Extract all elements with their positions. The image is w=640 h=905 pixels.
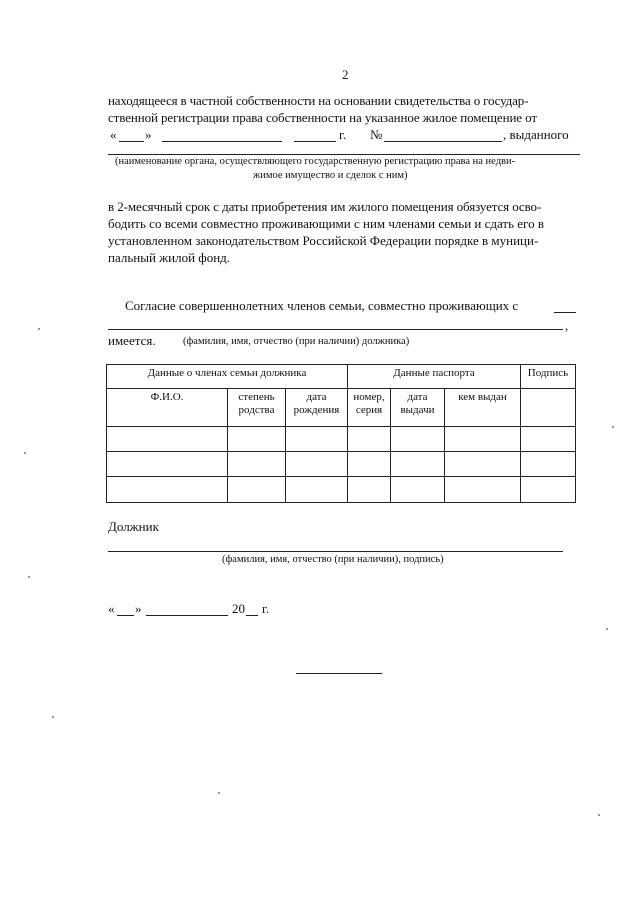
paragraph1-line2: ственной регистрации права собственности на указанное жилое помещение от: [108, 110, 537, 125]
scan-speck: [218, 792, 220, 794]
scan-speck: [612, 426, 614, 428]
signing-day-blank[interactable]: [117, 615, 134, 616]
cell-relation[interactable]: [228, 452, 286, 477]
table-row: [107, 477, 576, 503]
header-passport-number: номер, серия: [348, 389, 391, 427]
consent-name-blank[interactable]: [108, 329, 563, 330]
header-fio: Ф.И.О.: [107, 389, 228, 427]
signing-year-prefix: 20: [232, 601, 245, 616]
certificate-number-blank[interactable]: [384, 141, 502, 142]
cell-fio[interactable]: [107, 452, 228, 477]
header-relation: степень родства: [228, 389, 286, 427]
date-month-blank[interactable]: [162, 141, 282, 142]
date-close-quote: »: [145, 127, 152, 142]
scan-speck: [28, 576, 30, 578]
paragraph2-line4: пальный жилой фонд.: [108, 250, 231, 265]
signing-year-blank[interactable]: [246, 615, 258, 616]
date-year-suffix: г.: [339, 127, 347, 142]
cell-relation[interactable]: [228, 477, 286, 503]
authority-caption-line2: жимое имущество и сделок с ним): [253, 170, 408, 181]
consent-comma: ,: [565, 318, 569, 333]
consent-line1: Согласие совершеннолетних членов семьи, совместно проживающих с: [125, 298, 519, 313]
paragraph1-line1: находящееся в частной собственности на основании свидетельства о государ-: [108, 93, 529, 108]
cell-passport-number[interactable]: [348, 427, 391, 452]
family-members-table: [106, 364, 576, 503]
signing-date-close-quote: »: [135, 601, 142, 616]
header-signature-cell: [521, 389, 576, 427]
end-separator-line: [296, 673, 382, 674]
cell-issued-by[interactable]: [445, 452, 521, 477]
scan-speck: [598, 814, 600, 816]
scan-speck: [38, 328, 40, 330]
cell-issue-date[interactable]: [391, 452, 445, 477]
header-family-data: Данные о членах семьи должника: [107, 365, 348, 389]
debtor-caption: (фамилия, имя, отчество (при наличии), подпись): [222, 554, 444, 565]
header-passport-data: Данные паспорта: [348, 365, 521, 389]
issued-by-text: , выданного: [503, 127, 569, 142]
scan-speck: [52, 716, 54, 718]
cell-relation[interactable]: [228, 427, 286, 452]
cell-birth-date[interactable]: [286, 452, 348, 477]
header-signature: Подпись: [521, 365, 576, 389]
header-issued-by: кем выдан: [445, 389, 521, 427]
paragraph2-line1: в 2-месячный срок с даты приобретения им жилого помещения обязуется осво-: [108, 199, 542, 214]
table-row: [107, 452, 576, 477]
cell-issued-by[interactable]: [445, 477, 521, 503]
cell-passport-number[interactable]: [348, 452, 391, 477]
authority-caption-line1: (наименование органа, осуществляющего государственную регистрацию права на недви-: [115, 156, 516, 167]
authority-blank[interactable]: [108, 154, 580, 155]
scan-speck: [24, 452, 26, 454]
cell-passport-number[interactable]: [348, 477, 391, 503]
scan-speck: [606, 628, 608, 630]
debtor-signature-blank[interactable]: [108, 551, 563, 552]
table-row: [107, 427, 576, 452]
signing-month-blank[interactable]: [146, 615, 228, 616]
paragraph2-line3: установленном законодательством Российской Федерации порядке в муници-: [108, 233, 539, 248]
date-day-blank[interactable]: [119, 141, 144, 142]
cell-birth-date[interactable]: [286, 477, 348, 503]
number-sign: №: [370, 127, 383, 142]
date-open-quote: «: [110, 127, 117, 142]
signing-date-open-quote: «: [108, 601, 115, 616]
cell-issued-by[interactable]: [445, 427, 521, 452]
consent-caption: (фамилия, имя, отчество (при наличии) должника): [183, 336, 410, 347]
cell-signature[interactable]: [521, 477, 576, 503]
debtor-label: Должник: [108, 519, 159, 534]
cell-signature[interactable]: [521, 452, 576, 477]
signing-year-suffix: г.: [262, 601, 270, 616]
header-birth-date: дата рождения: [286, 389, 348, 427]
date-year-blank[interactable]: [294, 141, 336, 142]
cell-signature[interactable]: [521, 427, 576, 452]
cell-fio[interactable]: [107, 427, 228, 452]
table-subheader-row: [107, 389, 576, 427]
consent-exists: имеется.: [108, 333, 156, 348]
cell-issue-date[interactable]: [391, 477, 445, 503]
cell-fio[interactable]: [107, 477, 228, 503]
paragraph2-line2: бодить со всеми совместно проживающими с ним членами семьи и сдать его в: [108, 216, 544, 231]
page-number: 2: [342, 67, 349, 82]
cell-birth-date[interactable]: [286, 427, 348, 452]
table-header-row: [107, 365, 576, 389]
consent-name-blank-short[interactable]: [554, 312, 576, 313]
header-issue-date: дата выдачи: [391, 389, 445, 427]
cell-issue-date[interactable]: [391, 427, 445, 452]
